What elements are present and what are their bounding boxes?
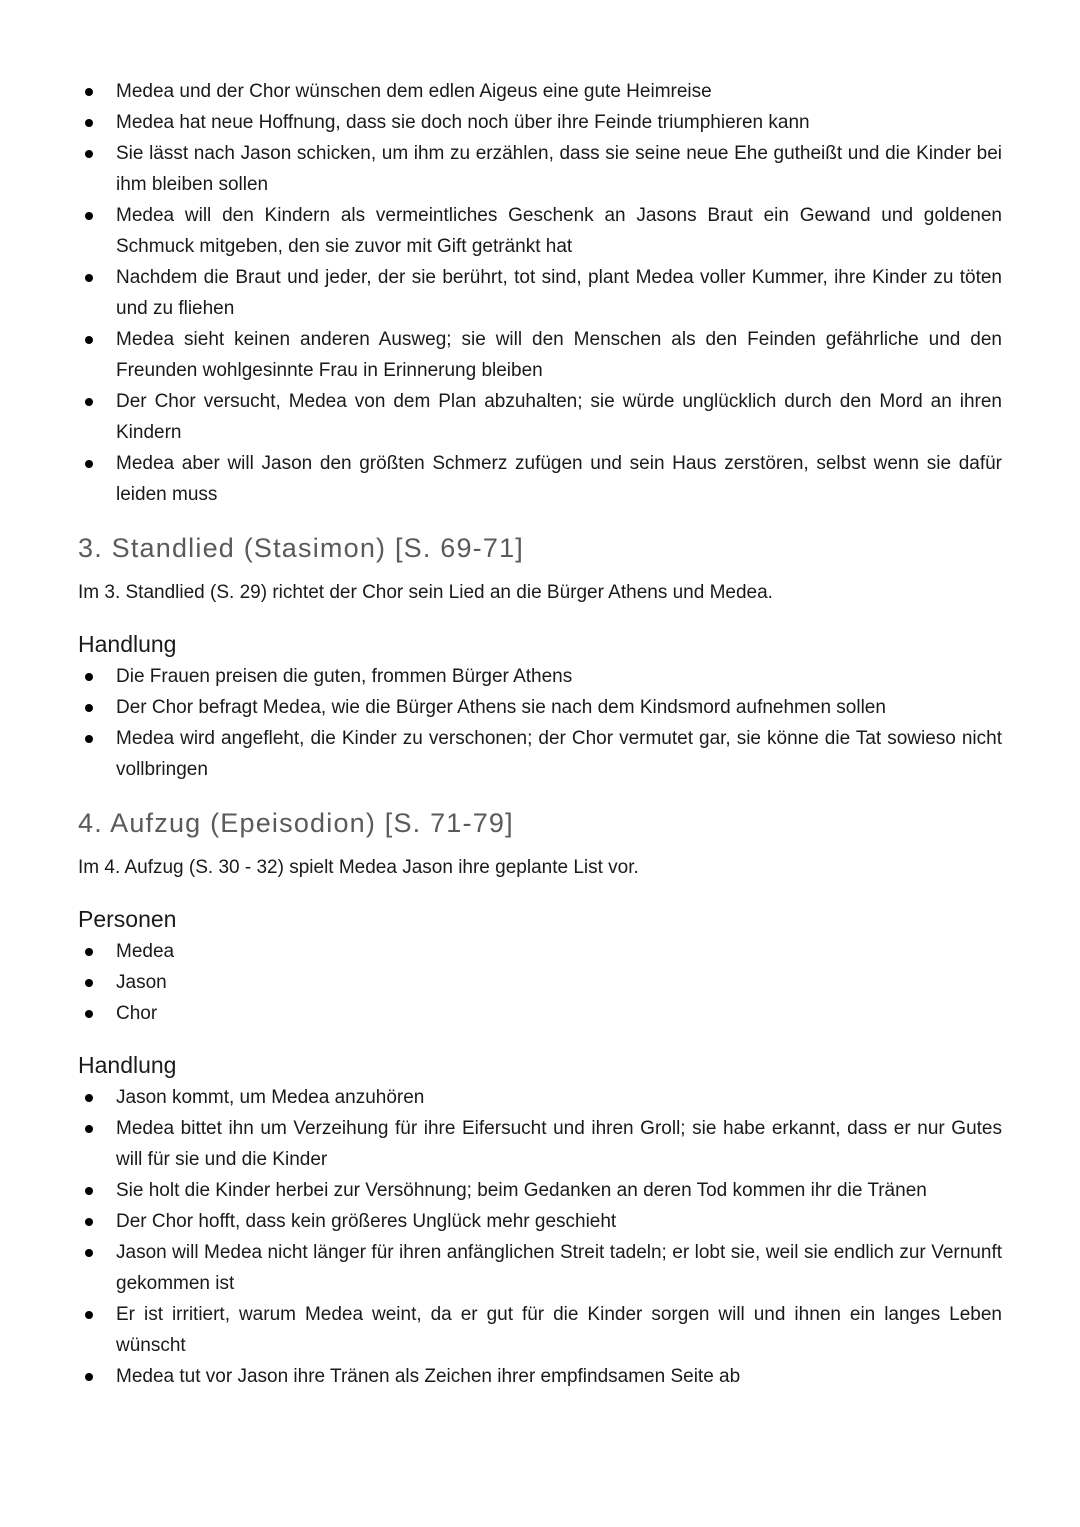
section-4-heading: 4. Aufzug (Epeisodion) [S. 71-79] bbox=[78, 808, 514, 838]
section-4-handlung-list bbox=[78, 1082, 1002, 1392]
section-4-intro: Im 4. Aufzug (S. 30 - 32) spielt Medea Jason ihre geplante List vor. bbox=[78, 857, 639, 878]
list-item: Nachdem die Braut und jeder, der sie berührt, tot sind, plant Medea voller Kummer, ihre Kinder zu töten und zu fliehen bbox=[78, 262, 1002, 324]
list-item: Sie lässt nach Jason schicken, um ihm zu erzählen, dass sie seine neue Ehe gutheißt und die Kinder bei ihm bleiben sollen bbox=[78, 138, 1002, 200]
list-item: Jason bbox=[78, 967, 1002, 998]
document-page bbox=[78, 76, 1002, 1392]
list-item: Sie holt die Kinder herbei zur Versöhnung; beim Gedanken an deren Tod kommen ihr die Tränen bbox=[78, 1175, 1002, 1206]
section-3-intro: Im 3. Standlied (S. 29) richtet der Chor sein Lied an die Bürger Athens und Medea. bbox=[78, 582, 773, 603]
list-item: Medea und der Chor wünschen dem edlen Aigeus eine gute Heimreise bbox=[78, 76, 1002, 107]
section-3-handlung-list bbox=[78, 661, 1002, 785]
list-item: Medea aber will Jason den größten Schmerz zufügen und sein Haus zerstören, selbst wenn sie dafür leiden muss bbox=[78, 448, 1002, 510]
list-item: Jason will Medea nicht länger für ihren anfänglichen Streit tadeln; er lobt sie, weil sie endlich zur Vernunft gekommen ist bbox=[78, 1237, 1002, 1299]
list-item: Der Chor hofft, dass kein größeres Unglück mehr geschieht bbox=[78, 1206, 1002, 1237]
list-item: Er ist irritiert, warum Medea weint, da er gut für die Kinder sorgen will und ihnen ein langes Leben wünscht bbox=[78, 1299, 1002, 1361]
list-item: Medea sieht keinen anderen Ausweg; sie will den Menschen als den Feinden gefährliche und den Freunden wohlgesinnte Frau in Erinnerung bleiben bbox=[78, 324, 1002, 386]
list-item: Medea bbox=[78, 936, 1002, 967]
list-item: Medea tut vor Jason ihre Tränen als Zeichen ihrer empfindsamen Seite ab bbox=[78, 1361, 1002, 1392]
list-item: Chor bbox=[78, 998, 1002, 1029]
section-3-handlung-heading: Handlung bbox=[78, 631, 177, 657]
top-bullet-list bbox=[78, 76, 1002, 510]
section-4-personen-list bbox=[78, 936, 1002, 1029]
list-item: Medea wird angefleht, die Kinder zu verschonen; der Chor vermutet gar, sie könne die Tat sowieso nicht vollbringen bbox=[78, 723, 1002, 785]
section-4-personen-heading: Personen bbox=[78, 906, 177, 932]
list-item: Medea bittet ihn um Verzeihung für ihre Eifersucht und ihren Groll; sie habe erkannt, dass er nur Gutes will für sie und die Kinder bbox=[78, 1113, 1002, 1175]
list-item: Jason kommt, um Medea anzuhören bbox=[78, 1082, 1002, 1113]
section-3-heading: 3. Standlied (Stasimon) [S. 69-71] bbox=[78, 533, 525, 563]
list-item: Die Frauen preisen die guten, frommen Bürger Athens bbox=[78, 661, 1002, 692]
list-item: Der Chor befragt Medea, wie die Bürger Athens sie nach dem Kindsmord aufnehmen sollen bbox=[78, 692, 1002, 723]
list-item: Der Chor versucht, Medea von dem Plan abzuhalten; sie würde unglücklich durch den Mord an ihren Kindern bbox=[78, 386, 1002, 448]
list-item: Medea hat neue Hoffnung, dass sie doch noch über ihre Feinde triumphieren kann bbox=[78, 107, 1002, 138]
section-4-handlung-heading: Handlung bbox=[78, 1052, 177, 1078]
list-item: Medea will den Kindern als vermeintliches Geschenk an Jasons Braut ein Gewand und goldenen Schmuck mitgeben, den sie zuvor mit Gift getränkt hat bbox=[78, 200, 1002, 262]
